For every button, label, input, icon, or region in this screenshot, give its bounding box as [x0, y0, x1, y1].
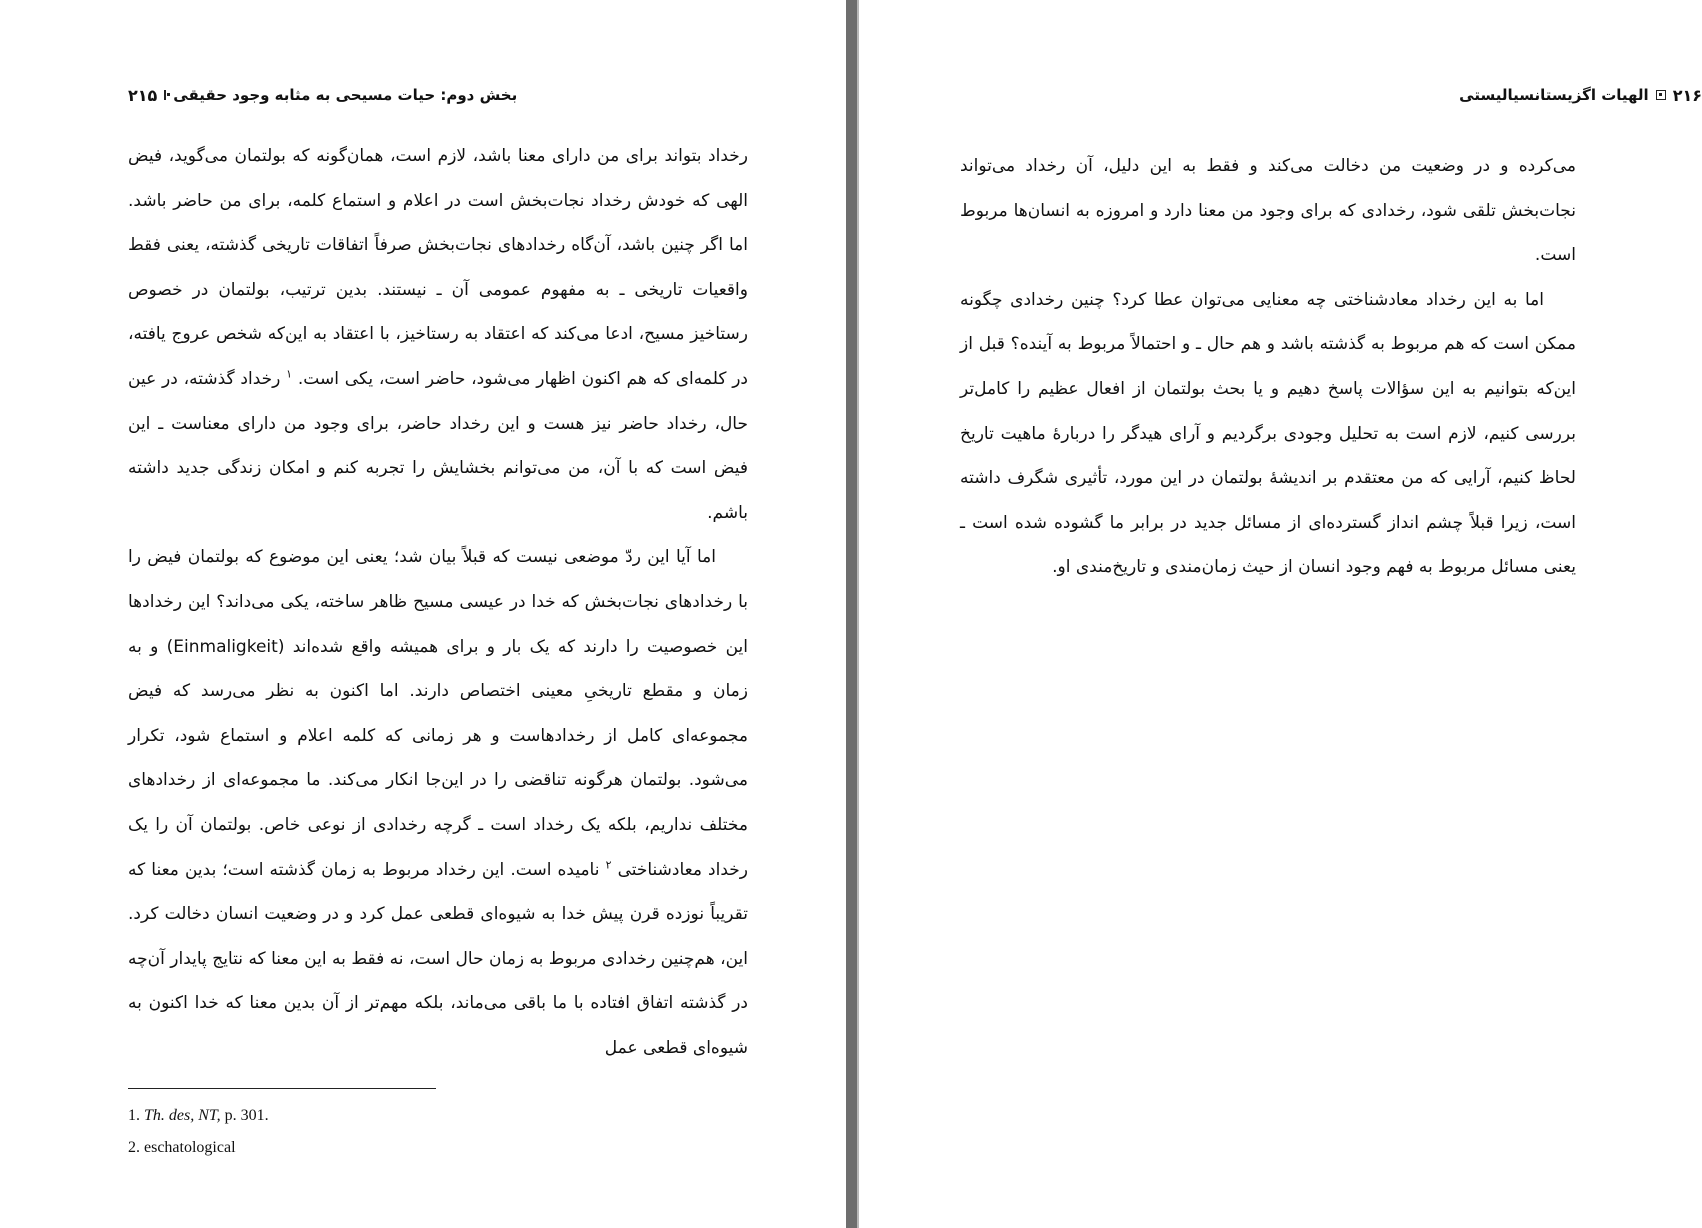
running-head-title: بخش دوم: حیات مسیحی به مثابه وجود حقیقی: [173, 86, 518, 104]
left-page: [0, 0, 846, 1228]
footnote-title: NT,: [198, 1107, 221, 1124]
running-head-left: [128, 80, 518, 110]
footnote-title: Th. des,: [144, 1107, 195, 1124]
footnote-mark: ۱: [286, 367, 293, 381]
page-number: ۲۱۶: [1672, 85, 1702, 105]
ornament-icon: [164, 90, 166, 100]
paragraph-text: اما آیا این ردّ موضعی نیست که قبلاً بیان شد؛ یعنی این موضوع که بولتمان فیض را با رخدادهای نجات‌بخش که خدا در عیسی مسیح ظاهر ساخته، یکی می‌داند؟ این رخدادها این خصوصیت را دارند که یک بار و برای همیشه واقع شده‌اند (Einmaligkeit) و به زمان و مقطع تاریخیِ معینی اختصاص دارند. اما اکنون به نظر می‌رسد که فیض مجموعه‌ای کامل از رخدادهاست و هر زمانی که کلمه اعلام و استماع شود، تکرار می‌شود. بولتمان هرگونه تناقضی را در این‌جا انکار می‌کند. ما مجموعه‌ای از رخدادهای مختلف نداریم، بلکه یک رخداد است ـ گرچه رخدادی از نوعی خاص. بولتمان آن را یک رخداد معادشناختی: [128, 547, 748, 880]
paragraph: اما به این رخداد معادشناختی چه معنایی می‌توان عطا کرد؟ چنین رخدادی چگونه ممکن است که هم مربوط به گذشته باشد و هم حال ـ و احتمالاً مربوط به آینده؟ قبل از این‌که بتوانیم به این سؤالات پاسخ دهیم و یا بحث بولتمان از افعال عظیم را کامل‌تر بررسی کنیم، لازم است به تحلیل وجودی برگردیم و آرای هیدگر را دربارهٔ ماهیت تاریخ لحاظ کنیم، آرایی که من معتقدم بر اندیشهٔ بولتمان در این مورد، تأثیری شگرف داشته است، زیرا قبلاً چشم انداز گسترده‌ای از مسائل جدید در برابر ما گشوده شده است ـ یعنی مسائل مربوط به فهم وجود انسان از حیث زمان‌مندی و تاریخ‌مندی او.: [960, 289, 1576, 578]
footnote-number: 1.: [128, 1107, 140, 1124]
body-text-right: [960, 144, 1576, 590]
paragraph-text: رخداد بتواند برای من دارای معنا باشد، لازم است، همان‌گونه که بولتمان می‌گوید، فیض الهی که خودش رخداد نجات‌بخش است در اعلام و استماع کلمه، برای من حاضر باشد. اما اگر چنین باشد، آن‌گاه رخدادهای نجات‌بخش صرفاً اتفاقات تاریخی گذشته، یعنی فقط واقعیات تاریخی ـ به مفهوم عمومی آن ـ نیستند. بدین ترتیب، بولتمان در خصوص رستاخیز مسیح، ادعا می‌کند که اعتقاد به رستاخیز، با اعتقاد به این‌که شخص عروج یافته، در کلمه‌ای که هم اکنون اظهار می‌شود، حاضر است، یکی است.: [128, 146, 748, 389]
footnote-number: 2.: [128, 1139, 140, 1156]
footnote-page: p. 301.: [224, 1107, 269, 1124]
footnotes: [128, 1100, 528, 1164]
running-head-title: الهیات اگزیستانسیالیستی: [1459, 86, 1649, 104]
book-gutter: [846, 0, 857, 1228]
footnote-divider: [128, 1088, 436, 1089]
footnote-1: [128, 1100, 528, 1132]
paragraph: [128, 134, 748, 535]
paragraph-text: نامیده است. این رخداد مربوط به زمان گذشته است؛ بدین معنا که تقریباً نوزده قرن پیش خدا به شیوه‌ای قطعی عمل کرد و در وضعیت انسان دخالت کرد. این، هم‌چنین رخدادی مربوط به زمان حال است، نه فقط به این معنا که نتایج پایدار آن‌چه در گذشته اتفاق افتاده با ما باقی می‌ماند، بلکه مهم‌تر از آن بدین معنا که خدا اکنون به شیوه‌ای قطعی عمل: [128, 859, 748, 1058]
right-page: [862, 0, 1702, 1228]
paragraph-text: رخداد گذشته، در عین حال، رخداد حاضر نیز هست و این رخداد حاضر، برای وجود من دارای معناست ـ این فیض است که با آن، من می‌توانم بخشایش را تجربه کنم و امکان زندگی جدید داشته باشم.: [128, 368, 748, 523]
footnote-2: [128, 1132, 528, 1164]
paragraph: می‌کرده و در وضعیت من دخالت می‌کند و فقط به این دلیل، آن رخداد می‌تواند نجات‌بخش تلقی شود، رخدادی که برای وجود من معنا دارد و امروزه به انسان‌ها مربوط است.: [960, 156, 1576, 266]
body-text-left: [128, 134, 748, 1070]
ornament-icon: [1656, 90, 1666, 100]
page-number: ۲۱۵: [128, 85, 158, 105]
gutter-edge: [857, 0, 859, 1228]
paragraph: [128, 535, 748, 1070]
footnote-text: eschatological: [144, 1139, 236, 1156]
footnote-mark: ۲: [605, 857, 612, 871]
running-head-right: [1347, 80, 1702, 110]
